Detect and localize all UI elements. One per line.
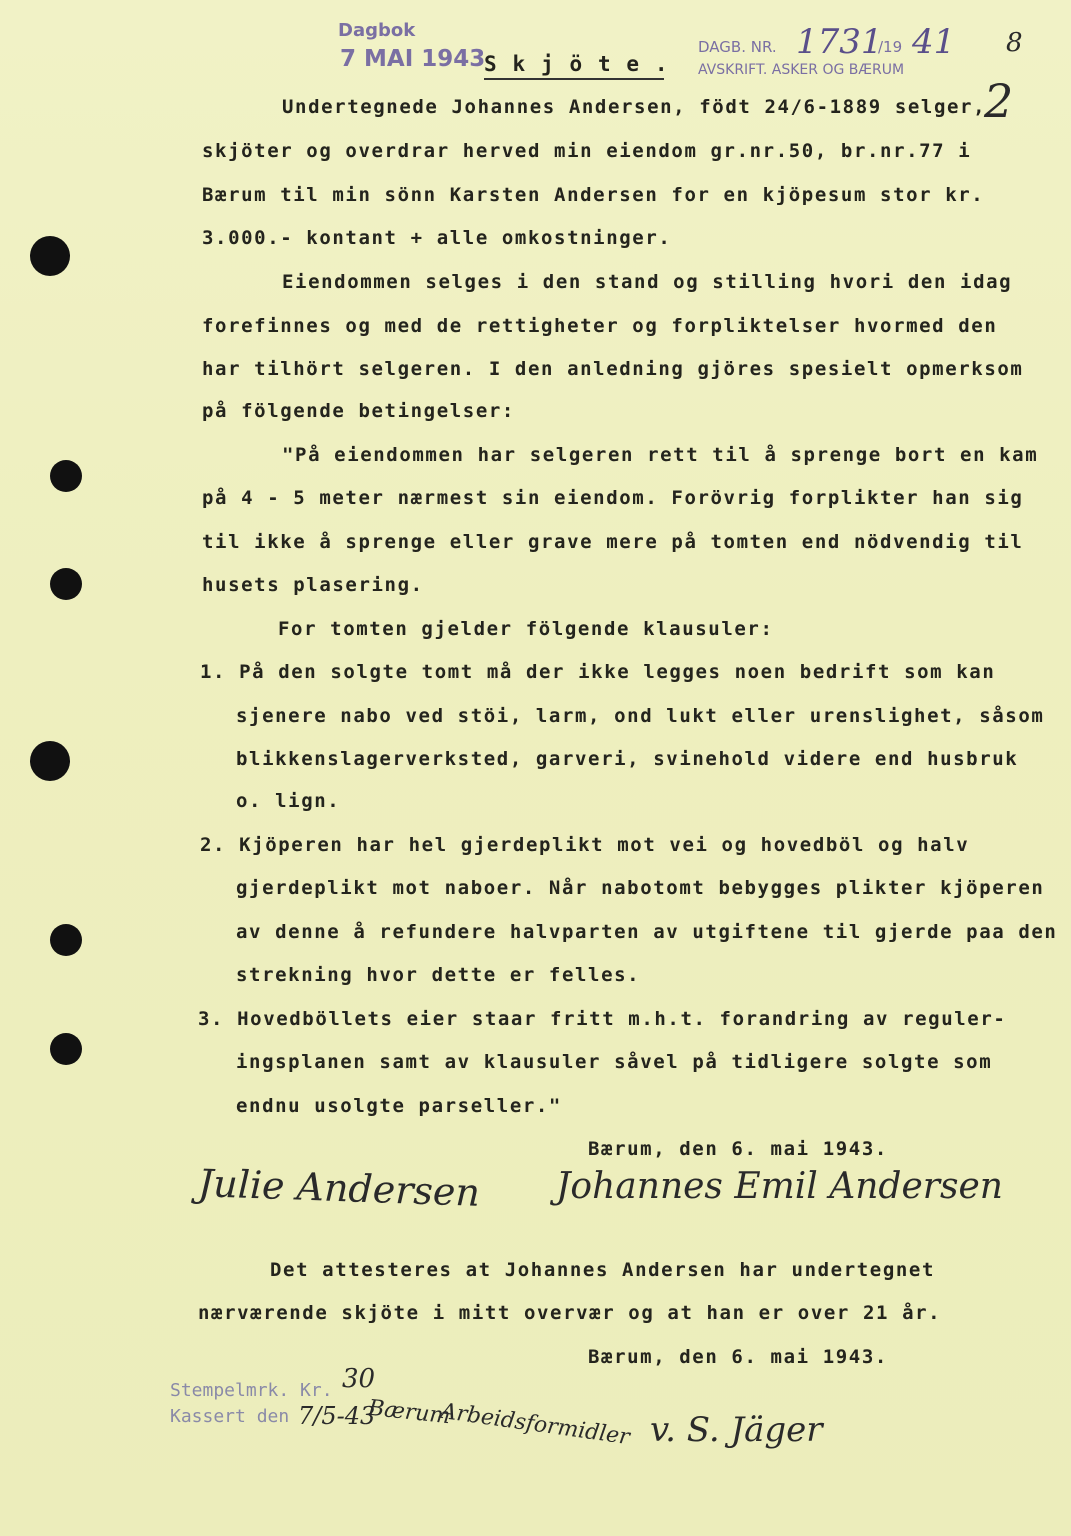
body-line-22: 3. Hovedböllets eier staar fritt m.h.t. forandring av reguler- <box>198 1008 1007 1030</box>
signature-julie: Julie Andersen <box>197 1161 481 1215</box>
body-line-11: til ikke å sprenge eller grave mere på tomten end nödvendig til <box>202 531 1024 553</box>
body-line-10: på 4 - 5 meter nærmest sin eiendom. Forövrig forplikter han sig <box>202 487 1024 509</box>
place-date-2: Bærum, den 6. mai 1943. <box>588 1346 888 1368</box>
stempelmrk-value: 30 <box>342 1364 376 1394</box>
body-line-15: sjenere nabo ved stöi, larm, ond lukt eller urenslighet, såsom <box>236 705 1045 727</box>
kassert-value: 7/5-43 <box>298 1402 376 1430</box>
document-title: S k j ö t e . <box>484 52 670 76</box>
dagb-nr-year-label: /19 <box>878 38 903 56</box>
corner-mark-8: 8 <box>1006 28 1023 58</box>
kassert-label: Kassert den <box>170 1406 290 1427</box>
body-line-14: 1. På den solgte tomt må der ikke legges noen bedrift som kan <box>200 661 996 683</box>
dagb-nr-value: 1731 <box>796 22 883 62</box>
witness-signature-name: v. S. Jäger <box>650 1410 823 1450</box>
punch-hole-4 <box>30 741 70 781</box>
body-line-2: skjöter og overdrar herved min eiendom gr.nr.50, br.nr.77 i <box>202 140 972 162</box>
body-line-13: For tomten gjelder fölgende klausuler: <box>278 618 774 640</box>
attest-line-1: Det attesteres at Johannes Andersen har undertegnet <box>270 1259 935 1281</box>
body-line-5: Eiendommen selges i den stand og stilling hvori den idag <box>282 271 1013 293</box>
dagb-nr-label: DAGB. NR. <box>698 38 777 56</box>
body-line-16: blikkenslagerverksted, garveri, svinehold videre end husbruk <box>236 748 1019 770</box>
body-line-7: har tilhört selgeren. I den anledning gjöres spesielt opmerksom <box>202 358 1024 380</box>
body-line-4: 3.000.- kontant + alle omkostninger. <box>202 227 672 249</box>
punch-hole-2 <box>50 460 82 492</box>
stempelmrk-label: Stempelmrk. Kr. <box>170 1380 333 1401</box>
punch-hole-3 <box>50 568 82 600</box>
body-line-8: på fölgende betingelser: <box>202 400 515 422</box>
body-line-18: 2. Kjöperen har hel gjerdeplikt mot vei og hovedböl og halv <box>200 834 970 856</box>
corner-mark-2: 2 <box>984 74 1014 128</box>
witness-signature-title: Arbeidsformidler <box>439 1398 632 1451</box>
body-line-9: "På eiendommen har selgeren rett til å sprenge bort en kam <box>282 444 1039 466</box>
witness-signature-place: Bærum <box>366 1395 452 1430</box>
punch-hole-6 <box>50 1033 82 1065</box>
title-underline <box>484 78 664 80</box>
dagb-nr-year-value: 41 <box>912 22 956 62</box>
body-line-17: o. lign. <box>236 790 341 812</box>
attest-line-2: nærværende skjöte i mitt overvær og at han er over 21 år. <box>198 1302 942 1324</box>
punch-hole-1 <box>30 236 70 276</box>
body-line-20: av denne å refundere halvparten av utgiftene til gjerde paa den <box>236 921 1058 943</box>
punch-hole-5 <box>50 924 82 956</box>
date-stamp: 7 MAI 1943 <box>340 46 486 72</box>
body-line-12: husets plasering. <box>202 574 424 596</box>
dagbok-stamp-label: Dagbok <box>338 20 416 41</box>
avskrift-stamp: AVSKRIFT. ASKER OG BÆRUM <box>698 62 905 78</box>
signature-johannes: Johannes Emil Andersen <box>556 1166 1003 1207</box>
body-line-23: ingsplanen samt av klausuler såvel på tidligere solgte som <box>236 1051 993 1073</box>
body-line-21: strekning hvor dette er felles. <box>236 964 641 986</box>
body-line-24: endnu usolgte parseller." <box>236 1095 562 1117</box>
body-line-19: gjerdeplikt mot naboer. Når nabotomt bebygges plikter kjöperen <box>236 877 1045 899</box>
body-line-1: Undertegnede Johannes Andersen, födt 24/6-1889 selger, <box>282 96 987 118</box>
place-date-1: Bærum, den 6. mai 1943. <box>588 1138 888 1160</box>
body-line-3: Bærum til min sönn Karsten Andersen for en kjöpesum stor kr. <box>202 184 985 206</box>
body-line-6: forefinnes og med de rettigheter og forpliktelser hvormed den <box>202 315 998 337</box>
